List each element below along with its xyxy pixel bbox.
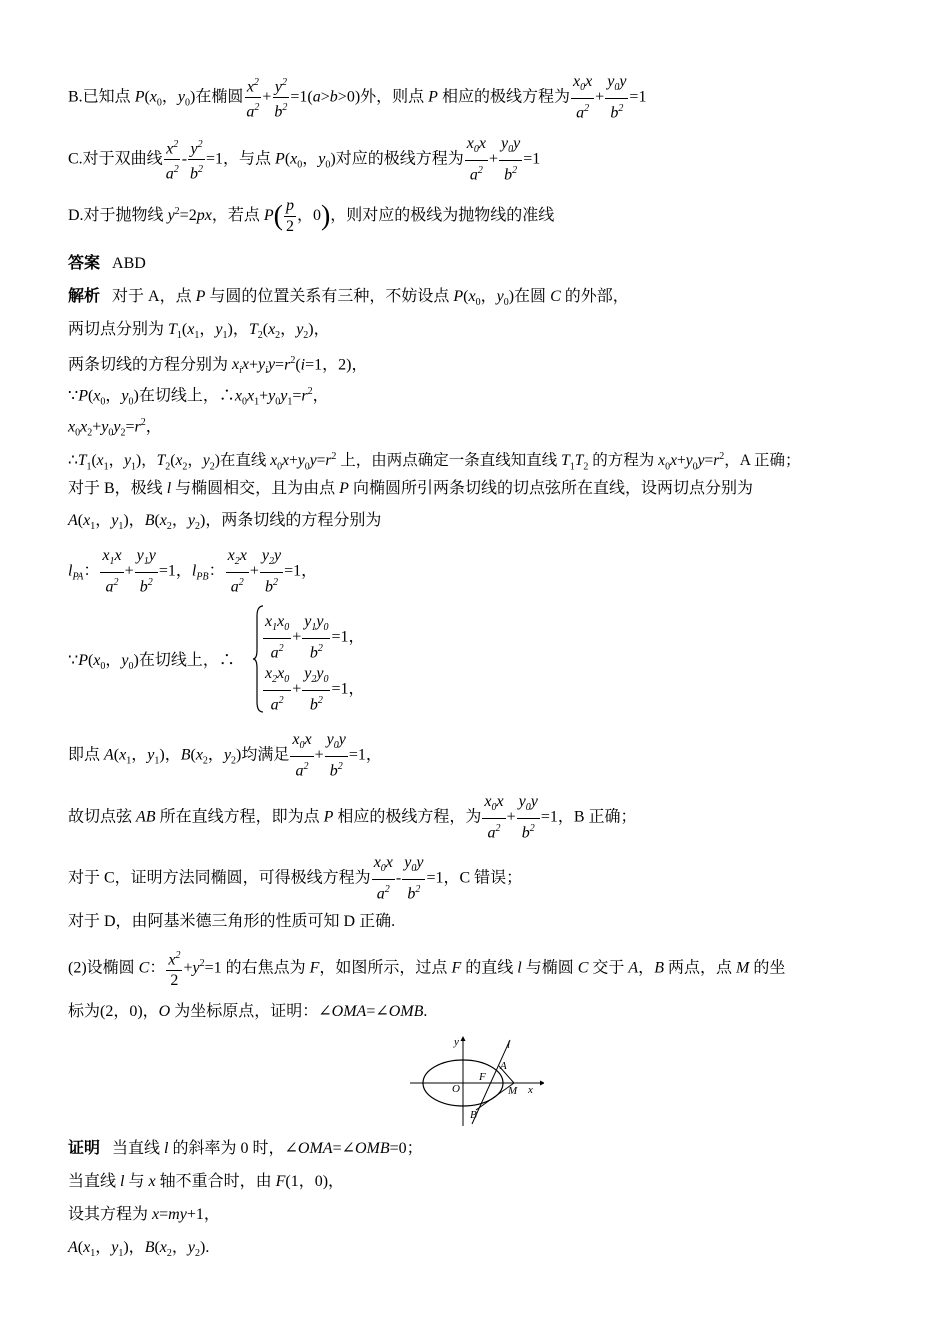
line-l bbox=[472, 1040, 510, 1124]
proof-4: $A(x_1$，$y_1$)，$B(x_2$，$y_2$). bbox=[68, 1239, 210, 1260]
x-axis-arrow bbox=[540, 1081, 544, 1086]
f-label: F bbox=[479, 1071, 486, 1083]
answer-value: ABD bbox=[112, 255, 146, 272]
b-label: B bbox=[470, 1109, 477, 1121]
answer bbox=[68, 253, 146, 275]
option-d: D.对于抛物线 $y^2=2px$，若点 P( $\frac{p}{2}$ ，0)，则对应的极线为抛物线的准线 bbox=[68, 197, 555, 235]
analysis-12: 故切点弦 AB 所在直线方程，即为点 P 相应的极线方程，为 $\frac{x_0x}{a^2}$ + $\frac{y_0y}{b^2}$ =1，B 正确； bbox=[68, 793, 637, 842]
analysis-9: $l_{PA}$： $\frac{x_1x}{a^2}$ + $\frac{y_1y}{b^2}$ =1，$l_{PB}$： $\frac{x_2x}{a^2}$ + $\frac{y_2y}{b^2}$ =1， bbox=[68, 547, 318, 596]
l-label: l bbox=[507, 1039, 511, 1051]
system-eq-1: $\frac{x_1x_0}{a^2}$ + $\frac{y_1y_0}{b^2}$ =1， bbox=[265, 613, 365, 662]
y-axis-arrow bbox=[461, 1036, 466, 1041]
o-label: O bbox=[452, 1083, 460, 1095]
proof-label: 证明 bbox=[68, 1140, 101, 1157]
analysis-6: $\therefore T_1(x_1$，$y_1$)，$T_2(x_2$，$y_2$)在直线 $x_0x+y_0y=r^2$ 上，由两点确定一条直线知直线 $T_1T_2$ 的方程为 $x_0x+y_0y=r^2$，A 正确； bbox=[68, 451, 801, 473]
y-label: y bbox=[454, 1036, 459, 1048]
option-b: B.已知点 $P(x_0$，$y_0$)在椭圆 $\frac{x^2}{a^2}$ + $\frac{y^2}{b^2}$ =1(a>b>0)外，则点 P 相应的极线方程为 $\frac{x_0x}{a^2}$ + $\frac{y_0y}{b^2}$ =1 bbox=[68, 73, 647, 122]
analysis-4: $\because P(x_0$，$y_0$)在切线上，$\therefore x_0x_1+y_0y_1=r^2$， bbox=[68, 386, 329, 408]
proof-1: 证明 当直线 l 的斜率为 0 时，∠OMA=∠OMB=0； bbox=[68, 1140, 423, 1157]
analysis-5: $x_0x_2+y_0y_2=r^2$， bbox=[68, 417, 162, 439]
analysis-14: 对于 D，由阿基米德三角形的性质可知 D 正确. bbox=[68, 913, 396, 930]
analysis-13: 对于 C，证明方法同椭圆，可得极线方程为 $\frac{x_0x}{a^2}$ - $\frac{y_0y}{b^2}$ =1，C 错误； bbox=[68, 854, 523, 903]
ellipse-figure bbox=[408, 1036, 544, 1128]
m-label: M bbox=[508, 1085, 518, 1097]
analysis-7: 对于 B，极线 l 与椭圆相交，且为由点 P 向椭圆所引两条切线的切点弦所在直线，设两切点分别为 bbox=[68, 480, 753, 497]
problem-2-line-2: 标为(2，0)，O 为坐标原点，证明：∠OMA=∠OMB. bbox=[68, 1003, 428, 1020]
analysis-11: 即点 $A(x_1$，$y_1$)，$B(x_2$，$y_2$)均满足 $\frac{x_0x}{a^2}$ + $\frac{y_0y}{b^2}$ =1， bbox=[68, 731, 382, 780]
analysis-label: 解析 bbox=[68, 288, 101, 305]
analysis-8: $A(x_1$，$y_1$)，$B(x_2$，$y_2$)，两条切线的方程分别为 bbox=[68, 512, 382, 533]
proof-2: 当直线 l 与 x 轴不重合时，由 F(1，0)， bbox=[68, 1173, 345, 1190]
analysis-10-lead: $\because P(x_0$，$y_0$)在切线上，∴ bbox=[68, 652, 235, 673]
answer-label: 答案 bbox=[68, 255, 101, 272]
proof-3: 设其方程为 x=my+1， bbox=[68, 1206, 220, 1223]
system-eq-2: $\frac{x_2x_0}{a^2}$ + $\frac{y_2y_0}{b^2}$ =1， bbox=[265, 665, 365, 714]
analysis-1: 解析 对于 A，点 P 与圆的位置关系有三种，不妨设点 $P(x_0$，$y_0$)在圆 C 的外部， bbox=[68, 288, 629, 309]
problem-2-line-1: (2)设椭圆 C： $\frac{x^2}{2}$ $+y^2=1$ 的右焦点为 F，如图所示，过点 F 的直线 l 与椭圆 C 交于 A，B 两点，点 M 的坐 bbox=[68, 946, 785, 991]
a-label: A bbox=[500, 1060, 507, 1072]
analysis-2: 两切点分别为 $T_1(x_1$，$y_1$)，$T_2(x_2$，$y_2$)， bbox=[68, 321, 330, 342]
x-label: x bbox=[528, 1084, 533, 1096]
option-c: C.对于双曲线 $\frac{x^2}{a^2}$ - $\frac{y^2}{b^2}$ =1，与点 $P(x_0$，$y_0$)对应的极线方程为 $\frac{x_0x}{a^2}$ + $\frac{y_0y}{b^2}$ =1 bbox=[68, 135, 541, 184]
analysis-3: 两条切线的方程分别为 $x_ix+y_iy=r^2(i=1$，2)， bbox=[68, 355, 368, 377]
